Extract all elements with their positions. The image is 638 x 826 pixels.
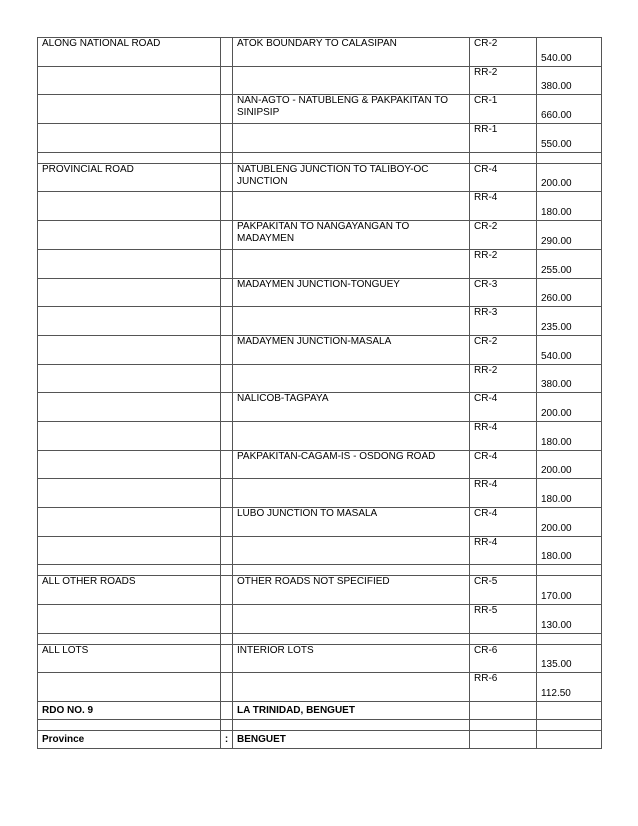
- colon-cell: [221, 124, 233, 153]
- classification-cell: RR-2: [470, 364, 537, 393]
- colon-cell: [221, 163, 233, 192]
- location-cell: [233, 536, 470, 565]
- location-cell: NAN-AGTO - NATUBLENG & PAKPAKITAN TO SINIPSIP: [233, 95, 470, 124]
- zonal-value-cell: 380.00: [537, 364, 602, 393]
- group-cell: ALL OTHER ROADS: [38, 576, 221, 605]
- group-cell: [38, 536, 221, 565]
- location-cell: [233, 66, 470, 95]
- location-cell: [233, 152, 470, 163]
- group-cell: ALONG NATIONAL ROAD: [38, 38, 221, 67]
- document-page: [37, 37, 602, 749]
- table-row: [38, 364, 602, 393]
- zonal-value-cell: 660.00: [537, 95, 602, 124]
- classification-cell: RR-6: [470, 673, 537, 702]
- table-body: [38, 38, 602, 749]
- location-cell: INTERIOR LOTS: [233, 644, 470, 673]
- colon-cell: [221, 335, 233, 364]
- group-cell: [38, 249, 221, 278]
- group-cell: [38, 508, 221, 537]
- zonal-value-cell: [537, 731, 602, 749]
- classification-cell: RR-5: [470, 605, 537, 634]
- table-row: [38, 249, 602, 278]
- group-cell: [38, 364, 221, 393]
- zonal-value-cell: 112.50: [537, 673, 602, 702]
- classification-cell: CR-3: [470, 278, 537, 307]
- colon-cell: [221, 192, 233, 221]
- colon-cell: [221, 576, 233, 605]
- colon-cell: [221, 644, 233, 673]
- classification-cell: RR-4: [470, 192, 537, 221]
- location-cell: [233, 249, 470, 278]
- location-cell: [233, 633, 470, 644]
- classification-cell: RR-2: [470, 249, 537, 278]
- zonal-value-cell: 135.00: [537, 644, 602, 673]
- colon-cell: [221, 565, 233, 576]
- colon-cell: [221, 393, 233, 422]
- zonal-value-cell: 200.00: [537, 508, 602, 537]
- location-cell: [233, 307, 470, 336]
- location-cell: ATOK BOUNDARY TO CALASIPAN: [233, 38, 470, 67]
- colon-cell: [221, 508, 233, 537]
- colon-cell: [221, 633, 233, 644]
- group-cell: [38, 720, 221, 731]
- classification-cell: RR-1: [470, 124, 537, 153]
- group-cell: [38, 335, 221, 364]
- group-cell: PROVINCIAL ROAD: [38, 163, 221, 192]
- table-row: [38, 152, 602, 163]
- group-cell: RDO NO. 9: [38, 702, 221, 720]
- zonal-value-cell: 260.00: [537, 278, 602, 307]
- zonal-value-cell: [537, 720, 602, 731]
- location-cell: [233, 124, 470, 153]
- zonal-value-cell: 180.00: [537, 536, 602, 565]
- zonal-value-table: [37, 37, 602, 749]
- group-cell: [38, 565, 221, 576]
- classification-cell: CR-2: [470, 38, 537, 67]
- table-row: [38, 393, 602, 422]
- group-cell: [38, 66, 221, 95]
- location-cell: [233, 192, 470, 221]
- classification-cell: RR-4: [470, 479, 537, 508]
- colon-cell: [221, 38, 233, 67]
- table-row: [38, 38, 602, 67]
- group-cell: [38, 479, 221, 508]
- classification-cell: RR-4: [470, 421, 537, 450]
- colon-cell: [221, 66, 233, 95]
- location-cell: [233, 565, 470, 576]
- colon-cell: [221, 421, 233, 450]
- zonal-value-cell: 130.00: [537, 605, 602, 634]
- zonal-value-cell: 540.00: [537, 335, 602, 364]
- classification-cell: CR-5: [470, 576, 537, 605]
- zonal-value-cell: 540.00: [537, 38, 602, 67]
- classification-cell: [470, 702, 537, 720]
- colon-cell: :: [221, 731, 233, 749]
- colon-cell: [221, 450, 233, 479]
- zonal-value-cell: 235.00: [537, 307, 602, 336]
- zonal-value-cell: 170.00: [537, 576, 602, 605]
- classification-cell: CR-6: [470, 644, 537, 673]
- location-cell: [233, 605, 470, 634]
- group-cell: Province: [38, 731, 221, 749]
- location-cell: BENGUET: [233, 731, 470, 749]
- colon-cell: [221, 249, 233, 278]
- table-row: [38, 221, 602, 250]
- zonal-value-cell: 180.00: [537, 421, 602, 450]
- location-cell: LA TRINIDAD, BENGUET: [233, 702, 470, 720]
- classification-cell: RR-4: [470, 536, 537, 565]
- group-cell: [38, 152, 221, 163]
- location-cell: [233, 364, 470, 393]
- location-cell: [233, 479, 470, 508]
- table-row: [38, 633, 602, 644]
- zonal-value-cell: 290.00: [537, 221, 602, 250]
- table-row: [38, 720, 602, 731]
- group-cell: [38, 95, 221, 124]
- location-cell: PAKPAKITAN-CAGAM-IS - OSDONG ROAD: [233, 450, 470, 479]
- classification-cell: RR-3: [470, 307, 537, 336]
- table-row: [38, 421, 602, 450]
- colon-cell: [221, 720, 233, 731]
- zonal-value-cell: 200.00: [537, 393, 602, 422]
- table-row: [38, 702, 602, 720]
- zonal-value-cell: [537, 152, 602, 163]
- table-row: [38, 307, 602, 336]
- zonal-value-cell: 255.00: [537, 249, 602, 278]
- table-row: [38, 576, 602, 605]
- location-cell: PAKPAKITAN TO NANGAYANGAN TO MADAYMEN: [233, 221, 470, 250]
- colon-cell: [221, 95, 233, 124]
- colon-cell: [221, 221, 233, 250]
- colon-cell: [221, 307, 233, 336]
- table-row: [38, 95, 602, 124]
- zonal-value-cell: [537, 702, 602, 720]
- table-row: [38, 673, 602, 702]
- colon-cell: [221, 364, 233, 393]
- classification-cell: CR-4: [470, 163, 537, 192]
- classification-cell: [470, 731, 537, 749]
- table-row: [38, 565, 602, 576]
- classification-cell: CR-2: [470, 221, 537, 250]
- colon-cell: [221, 605, 233, 634]
- classification-cell: [470, 720, 537, 731]
- classification-cell: RR-2: [470, 66, 537, 95]
- zonal-value-cell: [537, 565, 602, 576]
- table-row: [38, 536, 602, 565]
- zonal-value-cell: 180.00: [537, 479, 602, 508]
- table-row: [38, 335, 602, 364]
- table-row: [38, 278, 602, 307]
- classification-cell: CR-1: [470, 95, 537, 124]
- zonal-value-cell: 380.00: [537, 66, 602, 95]
- table-row: [38, 605, 602, 634]
- table-row: [38, 731, 602, 749]
- location-cell: OTHER ROADS NOT SPECIFIED: [233, 576, 470, 605]
- table-row: [38, 192, 602, 221]
- colon-cell: [221, 152, 233, 163]
- location-cell: [233, 421, 470, 450]
- zonal-value-cell: 550.00: [537, 124, 602, 153]
- table-row: [38, 450, 602, 479]
- colon-cell: [221, 278, 233, 307]
- classification-cell: [470, 152, 537, 163]
- colon-cell: [221, 673, 233, 702]
- table-row: [38, 163, 602, 192]
- classification-cell: CR-4: [470, 450, 537, 479]
- table-row: [38, 508, 602, 537]
- group-cell: [38, 124, 221, 153]
- group-cell: ALL LOTS: [38, 644, 221, 673]
- table-row: [38, 644, 602, 673]
- classification-cell: [470, 633, 537, 644]
- table-row: [38, 66, 602, 95]
- classification-cell: CR-2: [470, 335, 537, 364]
- group-cell: [38, 633, 221, 644]
- location-cell: NALICOB-TAGPAYA: [233, 393, 470, 422]
- group-cell: [38, 192, 221, 221]
- location-cell: [233, 720, 470, 731]
- location-cell: MADAYMEN JUNCTION-MASALA: [233, 335, 470, 364]
- group-cell: [38, 605, 221, 634]
- classification-cell: [470, 565, 537, 576]
- location-cell: NATUBLENG JUNCTION TO TALIBOY-OC JUNCTION: [233, 163, 470, 192]
- group-cell: [38, 421, 221, 450]
- zonal-value-cell: [537, 633, 602, 644]
- group-cell: [38, 673, 221, 702]
- location-cell: LUBO JUNCTION TO MASALA: [233, 508, 470, 537]
- table-row: [38, 479, 602, 508]
- zonal-value-cell: 180.00: [537, 192, 602, 221]
- location-cell: MADAYMEN JUNCTION-TONGUEY: [233, 278, 470, 307]
- group-cell: [38, 393, 221, 422]
- table-row: [38, 124, 602, 153]
- location-cell: [233, 673, 470, 702]
- group-cell: [38, 221, 221, 250]
- zonal-value-cell: 200.00: [537, 163, 602, 192]
- group-cell: [38, 307, 221, 336]
- colon-cell: [221, 479, 233, 508]
- colon-cell: [221, 702, 233, 720]
- classification-cell: CR-4: [470, 393, 537, 422]
- group-cell: [38, 278, 221, 307]
- colon-cell: [221, 536, 233, 565]
- group-cell: [38, 450, 221, 479]
- classification-cell: CR-4: [470, 508, 537, 537]
- zonal-value-cell: 200.00: [537, 450, 602, 479]
